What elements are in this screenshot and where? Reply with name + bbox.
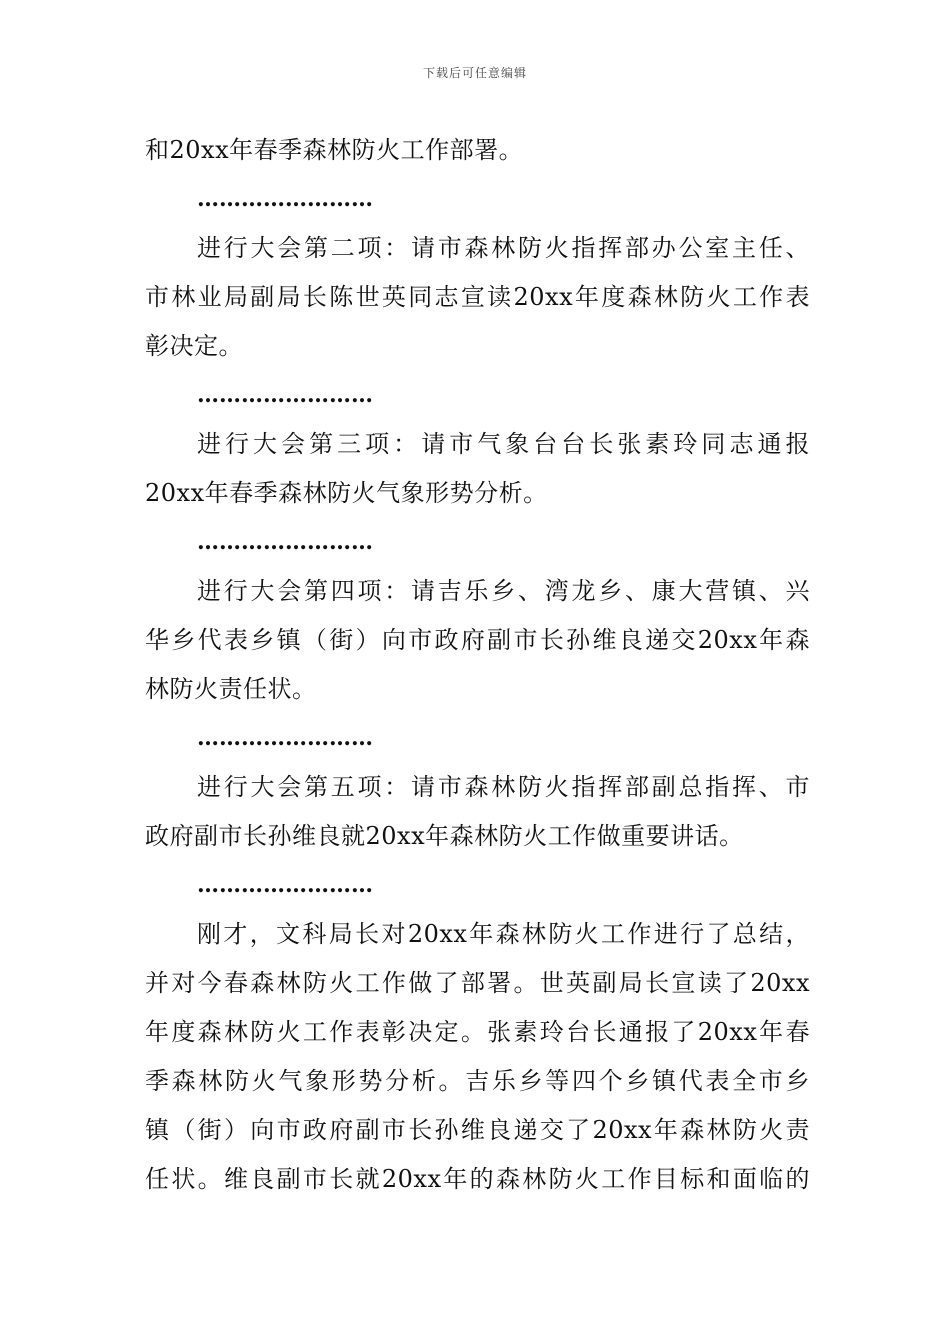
paragraph-first-line: 刚才，文科局长对20xx年森林防火工作进行了总结， [197,920,810,948]
page-header-note: 下载后可任意编辑 [422,66,527,80]
paragraph-first-line: 进行大会第三项：请市气象台台长张素玲同志通报 [197,430,810,458]
ellipsis-separator: …………………… [197,186,373,212]
document-body [145,126,810,1204]
text-line: 年度森林防火工作表彰决定。张素玲台长通报了20xx年春 [145,1018,810,1046]
text-line: 华乡代表乡镇（街）向市政府副市长孙维良递交20xx年森 [145,626,810,654]
text-line: 季森林防火气象形势分析。吉乐乡等四个乡镇代表全市乡 [145,1067,810,1095]
paragraph-last-line: 林防火责任状。 [145,675,317,703]
paragraph-first-line: 进行大会第五项：请市森林防火指挥部副总指挥、市 [197,773,810,801]
paragraph-first-line: 进行大会第二项：请市森林防火指挥部办公室主任、 [197,234,810,262]
paragraph-last-line: 政府副市长孙维良就20xx年森林防火工作做重要讲话。 [145,822,744,850]
text-line: 并对今春森林防火工作做了部署。世英副局长宣读了20xx [145,969,810,997]
text-line: 市林业局副局长陈世英同志宣读20xx年度森林防火工作表 [145,283,810,311]
ellipsis-separator: …………………… [197,872,373,898]
paragraph-last-line: 彰决定。 [145,332,243,360]
ellipsis-separator: …………………… [197,382,373,408]
paragraph-last-line: 和20xx年春季森林防火工作部署。 [145,136,524,164]
paragraph-last-line: 20xx年春季森林防火气象形势分析。 [145,479,548,507]
ellipsis-separator: …………………… [197,529,373,555]
text-line: 镇（街）向市政府副市长孙维良递交了20xx年森林防火责 [145,1116,810,1144]
text-line: 任状。维良副市长就20xx年的森林防火工作目标和面临的 [145,1165,810,1193]
ellipsis-separator: …………………… [197,725,373,751]
paragraph-first-line: 进行大会第四项：请吉乐乡、湾龙乡、康大营镇、兴 [197,577,810,605]
